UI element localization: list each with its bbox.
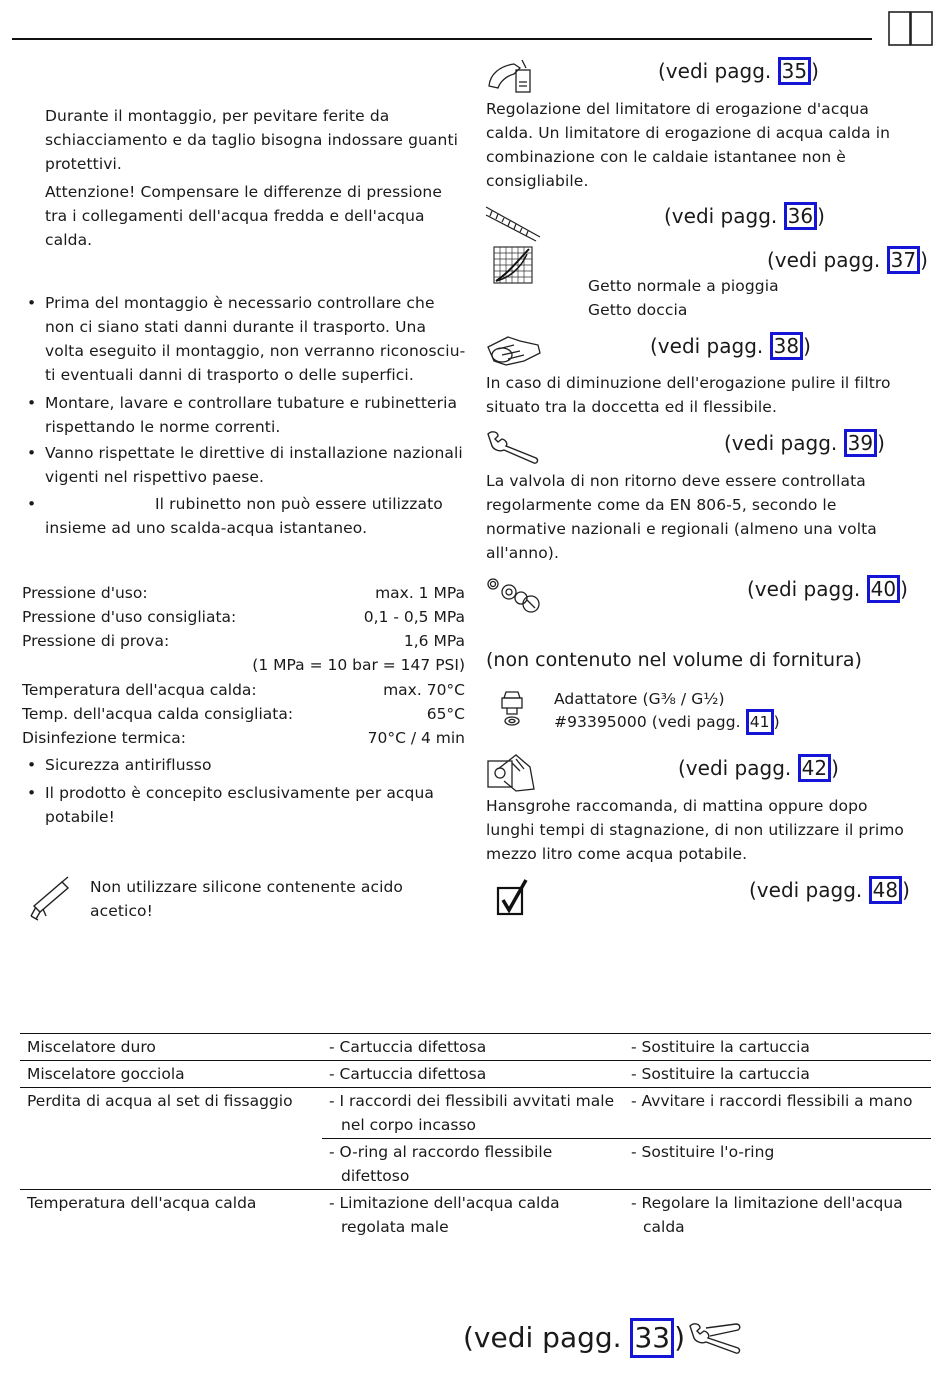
bullet-text: Il rubinetto non può essere utilizzato insieme ad uno scalda-acqua istantaneo. (45, 495, 443, 537)
page-ref-41[interactable]: 41 (746, 709, 774, 735)
fix-cell: - Regolare la limitazione dell'acqua calda (631, 1194, 903, 1236)
spec-bullets (21, 753, 467, 829)
spec-row (22, 605, 465, 629)
table-row (20, 1034, 931, 1061)
table-row (20, 1088, 931, 1139)
table-row (20, 1061, 931, 1088)
fix-cell: - Sostituire l'o-ring (631, 1143, 775, 1161)
hansgrohe-text: Hansgrohe raccomanda, di mattina oppure dopo lunghi tempi di stagnazione, di non utilizzare il primo mezzo litro come acqua potabile. (486, 797, 905, 863)
spray-normal-label: Getto normale a pioggia (588, 277, 779, 295)
spec-value: 0,1 - 0,5 MPa (363, 608, 465, 626)
installation-bullets (21, 291, 467, 540)
silicone-gun-icon (26, 876, 72, 920)
cause-cell: - I raccordi dei flessibili avvitati male nel corpo incasso (322, 1088, 624, 1139)
spec-row (22, 581, 465, 605)
checkmark-icon (496, 878, 530, 916)
cause-cell: - O-ring al raccordo flessibile difettoso (329, 1143, 553, 1185)
problem-cell: Miscelatore duro (27, 1038, 156, 1056)
problem-cell: Temperatura dell'acqua calda (27, 1194, 257, 1212)
spec-value: max. 70°C (383, 681, 465, 699)
spec-label: Pressione d'uso consigliata: (22, 608, 237, 626)
valve-text: La valvola di non ritorno deve essere controllata regolarmente come da EN 806-5, secondo le normative nazionali e regionali (almeno una volta all'anno). (486, 472, 877, 562)
safety-text-gloves: Durante il montaggio, per pevitare ferite da schiacciamento e da taglio bisogna indossare guanti protettivi. (45, 107, 459, 173)
problem-cell (20, 1139, 322, 1190)
wrench-icon (484, 430, 540, 464)
filter-text: In caso di diminuzione dell'erogazione pulire il filtro situato tra la doccetta ed il flessibile. (486, 374, 891, 416)
bullet-item: • Prima del montaggio è necessario controllare che non ci siano stati danni durante il trasporto. Una volta eseguito il montaggio, non verranno riconosciu-ti eventuali danni di trasporto o delle superfici. (21, 291, 467, 387)
hot-water-limiter-text: Regolazione del limitatore di erogazione d'acqua calda. Un limitatore di erogazione di acqua calda in combinazione con le caldaie istantanee non è consigliabile. (486, 100, 891, 190)
hot-water-limiter-icon (486, 56, 536, 96)
spec-value: 65°C (426, 705, 465, 723)
table-row (20, 1190, 931, 1241)
spec-value: (1 MPa = 10 bar = 147 PSI) (252, 656, 465, 674)
safety-text-pressure: Attenzione! Compensare le differenze di pressione tra i collegamenti dell'acqua fredda e dell'acqua calda. (45, 183, 442, 249)
spec-label: Temp. dell'acqua calda consigliata: (22, 705, 294, 723)
page-ref-42[interactable]: (vedi pagg. 42 ) (678, 756, 839, 780)
page-ref-39[interactable]: (vedi pagg. 39 ) (724, 431, 885, 455)
problem-cell: Miscelatore gocciola (27, 1065, 185, 1083)
table-row (20, 1139, 931, 1190)
cleaning-hand-icon (484, 331, 542, 369)
page-ref-36[interactable]: (vedi pagg. 36 ) (664, 204, 825, 228)
cause-cell: - Cartuccia difettosa (329, 1065, 487, 1083)
spec-row (22, 726, 465, 750)
spec-value: max. 1 MPa (375, 584, 465, 602)
adapter-line-1: Adattatore (G⅜ / G½) (554, 690, 725, 708)
bullet-item (21, 492, 467, 540)
bullet-item: • Sicurezza antiriflusso (21, 753, 467, 777)
page-ref-48[interactable]: (vedi pagg. 48 ) (749, 878, 910, 902)
cause-cell: - Cartuccia difettosa (329, 1038, 487, 1056)
spec-row (22, 653, 465, 677)
silicone-note: Non utilizzare silicone contenente acido acetico! (90, 878, 404, 920)
spec-row (22, 629, 465, 653)
spec-value: 70°C / 4 min (367, 729, 465, 747)
cause-cell: - Limitazione dell'acqua calda regolata male (329, 1194, 560, 1236)
fix-cell: - Sostituire la cartuccia (631, 1065, 810, 1083)
troubleshooting-table (20, 1033, 931, 1240)
spec-row (22, 678, 465, 702)
fix-cell: - Sostituire la cartuccia (631, 1038, 810, 1056)
spec-row (22, 702, 465, 726)
not-included-note: (non contenuto nel volume di fornitura) (486, 649, 862, 671)
adapter-icon (498, 688, 526, 728)
ruler-icon (484, 205, 542, 241)
page-ref-33[interactable]: (vedi pagg. 33 ) (463, 1318, 685, 1358)
header-rule (12, 38, 872, 40)
spare-parts-icon (485, 576, 543, 616)
spec-label: Pressione di prova: (22, 632, 170, 650)
spec-label: Temperatura dell'acqua calda: (22, 681, 257, 699)
wrenches-icon (686, 1320, 742, 1356)
page-ref-40[interactable]: (vedi pagg. 40 ) (747, 577, 908, 601)
bullet-item: • Vanno rispettate le direttive di installazione nazionali vigenti nel rispettivo paese. (21, 441, 467, 489)
spec-label: Pressione d'uso: (22, 584, 148, 602)
spray-shower-label: Getto doccia (588, 301, 688, 319)
adapter-line-2: #93395000 (vedi pagg. 41 ) (554, 709, 780, 735)
bullet-item: • Il prodotto è concepito esclusivamente per acqua potabile! (21, 781, 467, 829)
flow-graph-icon (493, 246, 533, 284)
fix-cell: - Avvitare i raccordi flessibili a mano (624, 1088, 931, 1139)
spec-value: 1,6 MPa (403, 632, 465, 650)
problem-cell: Perdita di acqua al set di fissaggio (27, 1092, 293, 1110)
page-ref-35[interactable]: (vedi pagg. 35 ) (658, 59, 819, 83)
page-ref-38[interactable]: (vedi pagg. 38 ) (650, 334, 811, 358)
page-ref-37[interactable]: (vedi pagg. 37 ) (767, 248, 928, 272)
tap-hand-icon (486, 753, 536, 793)
bullet-item: • Montare, lavare e controllare tubature e rubinetteria rispettando le norme correnti. (21, 391, 467, 439)
spec-label: Disinfezione termica: (22, 729, 187, 747)
book-icon (887, 10, 935, 48)
